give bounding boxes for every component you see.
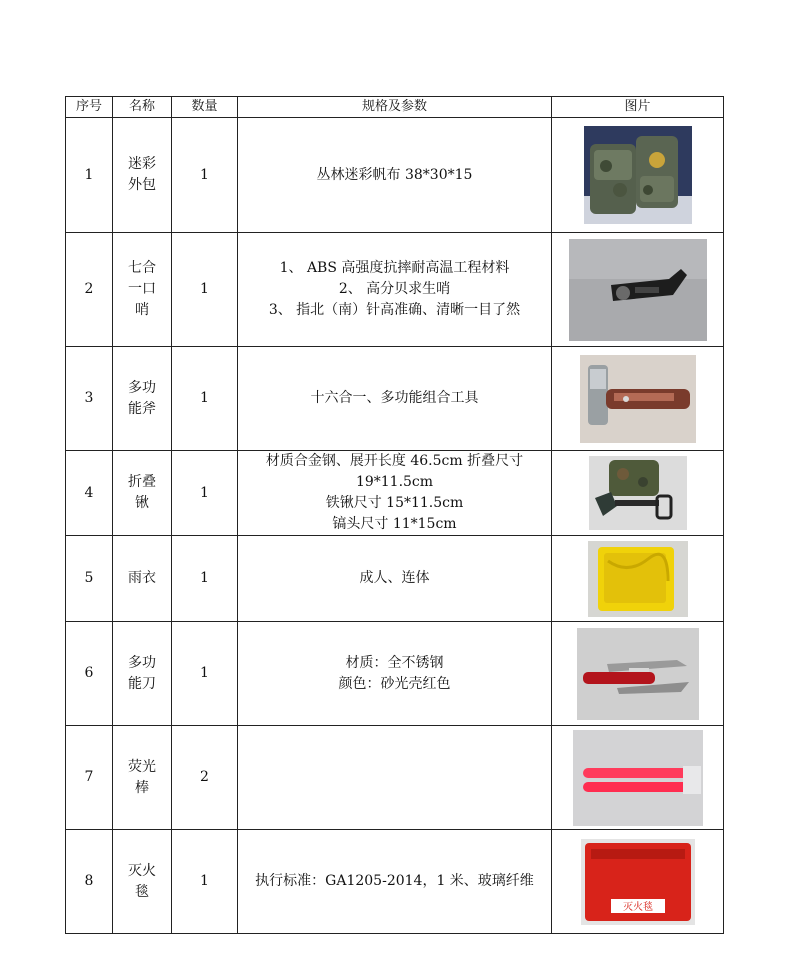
row-index: 1: [66, 118, 113, 233]
table-row: [66, 347, 724, 451]
row-spec: [238, 451, 552, 536]
row-name: 迷彩外包: [128, 156, 156, 193]
row-name: 多功能刀: [128, 654, 156, 692]
row-spec: [238, 118, 552, 233]
spec-line: 3、 指北（南）针高准确、清晰一目了然: [268, 302, 521, 318]
spec-line: 十六合一、多功能组合工具: [310, 390, 479, 406]
table-row: [66, 536, 724, 622]
row-spec: [238, 347, 552, 451]
spec-line: 成人、连体: [359, 570, 430, 586]
row-name: 折叠锹: [128, 474, 156, 511]
header-qty: 数量: [172, 97, 238, 118]
row-index: 5: [66, 536, 113, 622]
table-row: [66, 451, 724, 536]
row-qty: 1: [172, 536, 238, 622]
row-name: 雨衣: [128, 570, 156, 586]
row-name: 多功能斧: [128, 379, 156, 417]
header-spec: 规格及参数: [238, 97, 552, 118]
spec-line: 铁锹尺寸 15*11.5cm: [325, 495, 464, 511]
row-qty: 1: [172, 347, 238, 451]
row-spec: [238, 536, 552, 622]
spec-line: 材质：全不锈钢: [345, 654, 444, 671]
row-qty: 1: [172, 118, 238, 233]
row-index: 4: [66, 451, 113, 536]
row-index: 6: [66, 622, 113, 726]
row-name: 七合一口哨: [128, 260, 156, 318]
header-index: 序号: [66, 97, 113, 118]
raincoat-photo: [588, 541, 688, 617]
fire-blanket-label: 灭火毯: [622, 901, 653, 913]
row-spec: [238, 726, 552, 830]
header-name: 名称: [113, 97, 172, 118]
table-header-row: [66, 97, 724, 118]
table-row: [66, 726, 724, 830]
row-qty: 2: [172, 726, 238, 830]
table-row: [66, 622, 724, 726]
spec-line: 材质合金钢、展开长度 46.5cm 折叠尺寸: [265, 453, 524, 469]
row-qty: 1: [172, 233, 238, 347]
row-name: 荧光棒: [128, 758, 156, 796]
row-index: 8: [66, 830, 113, 934]
spec-line: 丛林迷彩帆布 38*30*15: [316, 166, 473, 183]
row-qty: 1: [172, 830, 238, 934]
row-index: 7: [66, 726, 113, 830]
row-qty: 1: [172, 451, 238, 536]
shovel-photo: [589, 456, 687, 530]
whistle-photo: [569, 239, 707, 341]
spec-line: 1、 ABS 高强度抗摔耐高温工程材料: [279, 260, 510, 276]
row-index: 3: [66, 347, 113, 451]
row-name: 灭火毯: [128, 862, 156, 900]
header-image: 图片: [552, 97, 724, 118]
spec-line: 执行标准：GA1205-2014，1 米、玻璃纤维: [255, 873, 534, 889]
spec-line: 2、 高分贝求生哨: [338, 281, 451, 297]
camo-backpack-photo: [584, 126, 692, 224]
table-row: [66, 830, 724, 934]
table-row: [66, 233, 724, 347]
fire-blanket-photo: [581, 839, 695, 925]
spec-line: 19*11.5cm: [355, 474, 434, 490]
spec-line: 镐头尺寸 11*15cm: [332, 516, 457, 532]
axe-photo: [580, 355, 696, 443]
glowstick-photo: [573, 730, 703, 826]
equipment-spec-table: [65, 96, 724, 934]
row-spec: [238, 233, 552, 347]
table-row: [66, 118, 724, 233]
row-spec: [238, 622, 552, 726]
knife-photo: [577, 628, 699, 720]
row-spec: [238, 830, 552, 934]
spec-line: 颜色：砂光壳红色: [338, 675, 451, 692]
row-index: 2: [66, 233, 113, 347]
row-qty: 1: [172, 622, 238, 726]
